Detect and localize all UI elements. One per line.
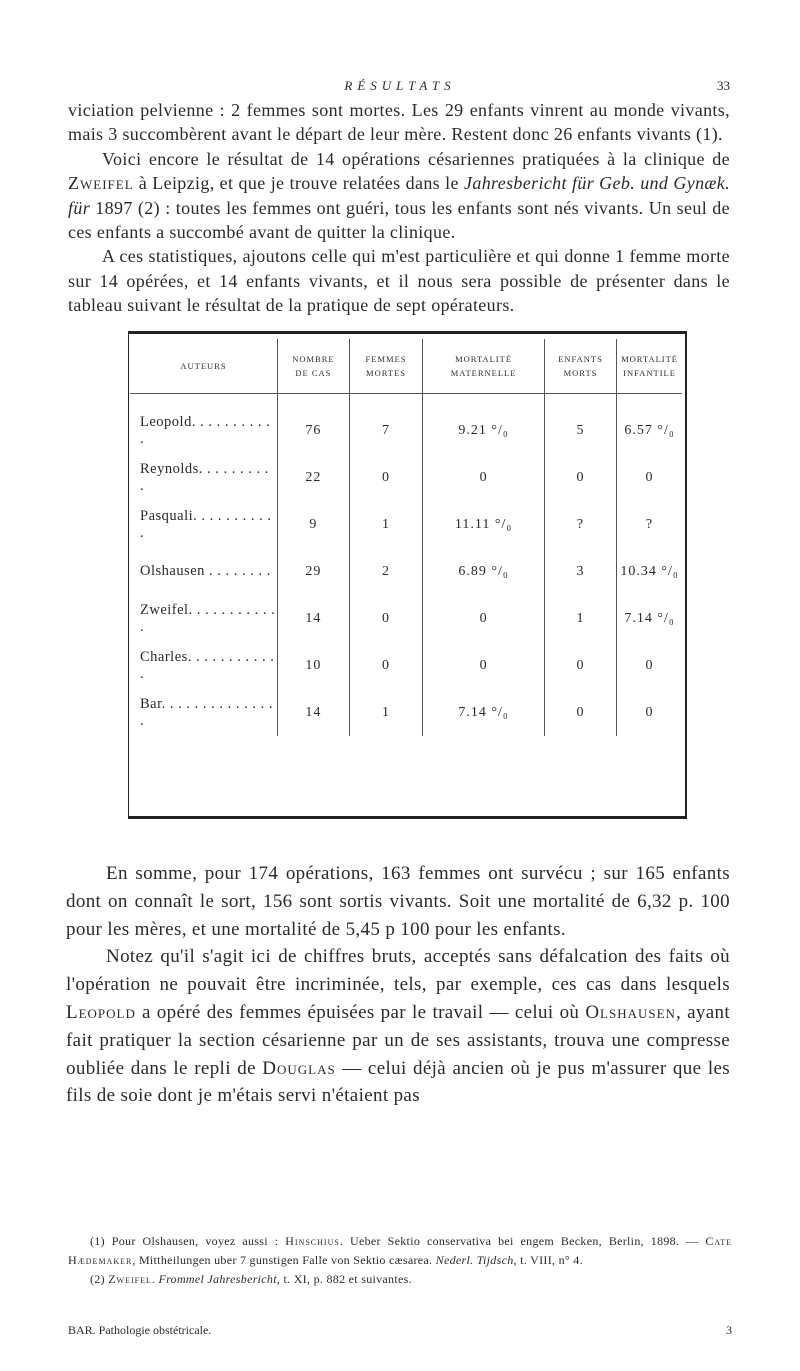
signature-line — [68, 1323, 732, 1338]
table-cell: 0 — [617, 689, 682, 736]
table-cell: 76 — [278, 394, 350, 455]
table-cell: 0 — [544, 454, 616, 501]
paragraph: A ces statistiques, ajoutons celle qui m'est particulière et qui donne 1 femme morte sur 14 opérées, et 14 enfants vivants, et il nous sera possible de présenter dans le tableau suivant le résultat de la pratique de sept opérateurs. — [68, 246, 730, 316]
paragraph — [68, 147, 730, 245]
text-span: (2) — [90, 1271, 105, 1286]
table-row — [130, 548, 682, 595]
table-cell: Zweifel. . . . . . . . . . . . — [140, 601, 276, 635]
author-name: Hinschius — [285, 1234, 340, 1248]
table-row — [130, 689, 682, 736]
author-name: Olshausen — [585, 1001, 676, 1023]
footnote: (2) Zweifel. Frommel Jahresbericht, t. XI, p. 882 et suivantes. — [90, 1271, 412, 1286]
text-span: , t. XI, p. 882 et suivantes. — [276, 1271, 412, 1286]
statistics-table — [130, 339, 682, 736]
table-cell: 0 — [617, 642, 682, 689]
closing-paragraphs — [66, 860, 730, 1110]
table-cell: 7 — [349, 394, 422, 455]
table-row — [130, 394, 682, 455]
table-cell: Reynolds. . . . . . . . . . — [140, 460, 269, 494]
table-cell: 7.14 °/₀ — [423, 689, 545, 736]
table-cell: 1 — [349, 501, 422, 548]
text-span: , Mittheilungen uber 7 gunstigen Falle von Sektio cæsarea. — [132, 1252, 433, 1267]
table-cell: 0 — [544, 689, 616, 736]
table-cell: 14 — [278, 689, 350, 736]
table-cell: Olshausen . . . . . . . . — [140, 563, 271, 579]
text-span: , t. VIII, n° 4. — [513, 1252, 583, 1267]
table-cell: ? — [617, 501, 682, 548]
table-cell: 1 — [349, 689, 422, 736]
table-cell: 0 — [544, 642, 616, 689]
table-cell: 22 — [278, 454, 350, 501]
footnote — [68, 1232, 732, 1270]
table-row — [130, 501, 682, 548]
table-header-row — [130, 339, 682, 394]
text-span: a opéré des femmes épuisées par le travail — celui où — [141, 1001, 580, 1023]
column-header: NOMBRE DE CAS — [278, 339, 350, 394]
table-cell: 1 — [544, 595, 616, 642]
table-row — [130, 454, 682, 501]
table-cell: 29 — [278, 548, 350, 595]
running-title: RÉSULTATS — [344, 78, 456, 93]
table-cell: Leopold. . . . . . . . . . . — [140, 413, 271, 447]
column-header: FEMMES MORTES — [349, 339, 422, 394]
table-cell: 7.14 °/₀ — [617, 595, 682, 642]
text-span: Voici encore le résultat de 14 opérations césariennes pratiquées à la clinique de — [102, 148, 730, 169]
signature-number: 3 — [726, 1323, 732, 1337]
text-span: (1) Pour Olshausen, voyez aussi : — [90, 1234, 279, 1248]
text-span: , ayant fait pratiquer la section césarienne par un de ses assistants, trouva une compresse oubliée dans le repli de — [66, 1001, 730, 1079]
text-span: à Leipzig, et que je trouve relatées dans le — [138, 173, 459, 194]
author-name: Douglas — [262, 1057, 336, 1079]
table-cell: Charles. . . . . . . . . . . . — [140, 648, 275, 682]
table-cell: 9.21 °/₀ — [423, 394, 545, 455]
table-cell: Bar. . . . . . . . . . . . . . . — [140, 695, 274, 729]
signature-text: BAR. Pathologie obstétricale. — [68, 1323, 212, 1337]
table-cell: 6.57 °/₀ — [617, 394, 682, 455]
page-header — [0, 78, 800, 98]
table-cell: 0 — [423, 595, 545, 642]
journal-title: Nederl. Tijdsch — [435, 1252, 514, 1267]
text-span: — celui déjà ancien où je pus m'assurer que les fils de soie dont je m'étais servi n'étaient pas — [66, 1057, 730, 1107]
table-cell: 0 — [349, 642, 422, 689]
text-span: 1897 (2) : toutes les femmes ont guéri, tous les enfants sont nés vivants. Un seul de ces enfants a succombé avant de quitter la clinique. — [68, 197, 730, 243]
paragraph: En somme, pour 174 opérations, 163 femmes ont survécu ; sur 165 enfants dont on connaît le sort, 156 sont sortis vivants. Soit une mortalité de 6,32 p. 100 pour les mères, et une mortalité de 5,45 p 100 pour les enfants. — [66, 863, 730, 940]
author-name: Zweifel — [68, 173, 134, 194]
journal-title: Frommel Jahresbericht — [158, 1271, 277, 1286]
author-name: Zweifel — [108, 1271, 152, 1286]
table-cell: 11.11 °/₀ — [423, 501, 545, 548]
page-number: 33 — [717, 78, 730, 93]
author-name: Cate Hædemaker — [68, 1234, 732, 1267]
table-cell: 10 — [278, 642, 350, 689]
table-cell: 2 — [349, 548, 422, 595]
table-cell: 0 — [349, 595, 422, 642]
column-header: MORTALITÉ MATERNELLE — [423, 339, 545, 394]
table-cell: 0 — [617, 454, 682, 501]
author-name: Leopold — [66, 1001, 136, 1023]
table-cell: 6.89 °/₀ — [423, 548, 545, 595]
text-span: . Ueber Sektio conservativa bei engem Becken, Berlin, 1898. — — [339, 1234, 699, 1248]
table-cell: 10.34 °/₀ — [617, 548, 682, 595]
table-cell: 0 — [423, 642, 545, 689]
column-header: MORTALITÉ INFANTILE — [617, 339, 682, 394]
table-cell: 5 — [544, 394, 616, 455]
table-cell: 9 — [278, 501, 350, 548]
paragraph — [66, 943, 730, 1110]
table-cell: ? — [544, 501, 616, 548]
table-row — [130, 595, 682, 642]
table-cell: 3 — [544, 548, 616, 595]
table-row — [130, 642, 682, 689]
table-cell: Pasquali. . . . . . . . . . . — [140, 507, 272, 541]
table-cell: 0 — [349, 454, 422, 501]
column-header: ENFANTS MORTS — [544, 339, 616, 394]
paragraph: viciation pelvienne : 2 femmes sont mortes. Les 29 enfants vinrent au monde vivants, mais 3 succombèrent avant le départ de leur mère. Restent donc 26 enfants vivants (1). — [68, 100, 730, 145]
table-cell: 0 — [423, 454, 545, 501]
text-span: Notez qu'il s'agit ici de chiffres bruts, acceptés sans défalcation des faits où l'opération ne pouvait être incriminée, tels, par exemple, ces cas dans lesquels — [66, 946, 730, 996]
journal-title: Jahresbericht für Geb. und Gynæk. für — [68, 173, 730, 218]
table-cell: 14 — [278, 595, 350, 642]
footnotes — [68, 1232, 732, 1288]
column-header: AUTEURS — [130, 339, 278, 394]
opening-paragraphs — [68, 98, 730, 318]
